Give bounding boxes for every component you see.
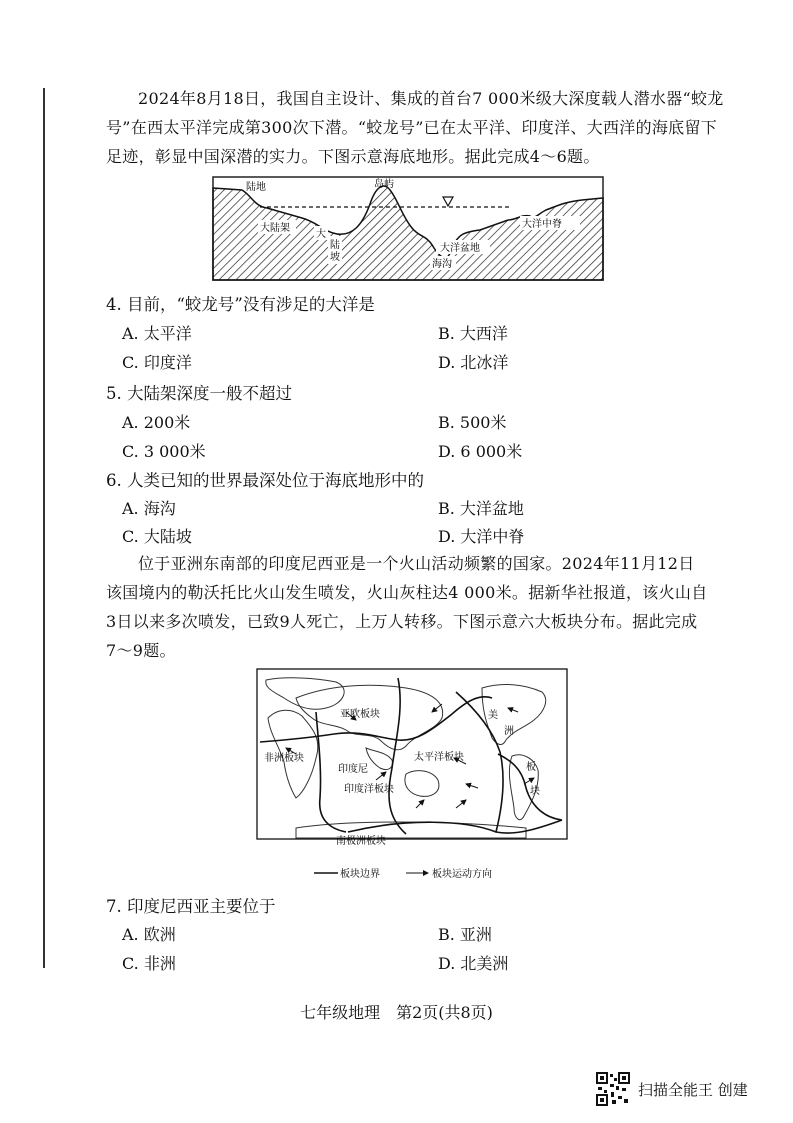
legend-boundary-label: 板块边界 [340,869,380,880]
label-slope-2: 陆 [330,240,340,251]
question-5-stem: 5. 大陆架深度一般不超过 [106,384,292,403]
q4-option-a[interactable]: A. 太平洋 [122,324,192,343]
margin-line [43,88,45,968]
q4-option-b[interactable]: B. 大西洋 [438,324,508,343]
tectonic-plates-figure [256,668,568,886]
passage-line: 位于亚洲东南部的印度尼西亚是一个火山活动频繁的国家。2024年11月12日 [138,554,695,573]
seafloor-profile-figure [212,176,604,285]
passage-line: 该国境内的勒沃托比火山发生喷发，火山灰柱达4 000米。据新华社报道，该火山自 [106,583,708,602]
passage-line: 7～9题。 [106,641,176,660]
question-6-stem: 6. 人类已知的世界最深处位于海底地形中的 [106,471,424,490]
label-island: 岛屿 [374,179,394,190]
tectonic-plates-svg [256,668,568,882]
q5-option-d[interactable]: D. 6 000米 [438,442,523,461]
page-footer: 七年级地理 第2页(共8页) [300,1003,493,1022]
label-american-plate-3: 板 [526,762,536,773]
q5-option-a[interactable]: A. 200米 [122,413,191,432]
label-american-plate-1: 美 [488,710,498,721]
q5-option-b[interactable]: B. 500米 [438,413,507,432]
q5-option-c[interactable]: C. 3 000米 [122,442,206,461]
label-slope-3: 坡 [330,252,340,263]
passage-line: 足迹，彰显中国深潜的实力。下图示意海底地形。据此完成4～6题。 [106,147,600,166]
q7-option-a[interactable]: A. 欧洲 [122,925,176,944]
label-african-plate: 非洲板块 [264,753,304,764]
passage-2 [106,549,716,665]
label-indian-ocean-plate: 印度洋板块 [344,784,394,795]
scanner-label: 扫描全能王 创建 [638,1080,748,1099]
label-continental-shelf: 大陆架 [260,223,290,234]
q6-option-a[interactable]: A. 海沟 [122,499,176,518]
q7-option-b[interactable]: B. 亚洲 [438,925,492,944]
q6-option-b[interactable]: B. 大洋盆地 [438,499,524,518]
q4-option-d[interactable]: D. 北冰洋 [438,353,509,372]
passage-line: 号”在西太平洋完成第300次下潜。“蛟龙号”已在太平洋、印度洋、大西洋的海底留下 [106,118,718,137]
passage-line: 2024年8月18日，我国自主设计、集成的首台7 000米级大深度载人潜水器“蛟龙 [138,89,724,108]
q4-option-c[interactable]: C. 印度洋 [122,353,192,372]
label-land: 陆地 [246,182,266,193]
passage-1 [106,84,724,171]
q7-option-c[interactable]: C. 非洲 [122,954,176,973]
seafloor-profile-svg [212,176,604,281]
label-indonesia: 印度尼 [338,764,368,775]
sea-level-symbol [443,197,453,206]
q6-option-d[interactable]: D. 大洋中脊 [438,527,525,546]
label-trench: 海沟 [432,259,452,270]
q6-option-c[interactable]: C. 大陆坡 [122,527,192,546]
question-7-stem: 7. 印度尼西亚主要位于 [106,897,276,916]
label-american-plate-2: 洲 [504,726,514,737]
question-4-stem: 4. 目前，“蛟龙号”没有涉足的大洋是 [106,295,375,314]
label-pacific-plate: 太平洋板块 [414,752,464,763]
q7-option-d[interactable]: D. 北美洲 [438,954,509,973]
scanner-watermark [596,1072,748,1106]
legend-direction-label: 板块运动方向 [432,869,492,880]
passage-line: 3日以来多次喷发，已致9人死亡，上万人转移。下图示意六大板块分布。据此完成 [106,612,698,631]
label-ocean-basin: 大洋盆地 [440,243,480,254]
label-eurasian-plate: 亚欧板块 [340,709,380,720]
label-slope-1: 大 [316,229,326,240]
qr-code-icon [596,1072,630,1106]
label-antarctic-plate: 南极洲板块 [336,836,386,847]
label-american-plate-4: 块 [530,786,540,797]
label-mid-ocean-ridge: 大洋中脊 [522,219,562,230]
